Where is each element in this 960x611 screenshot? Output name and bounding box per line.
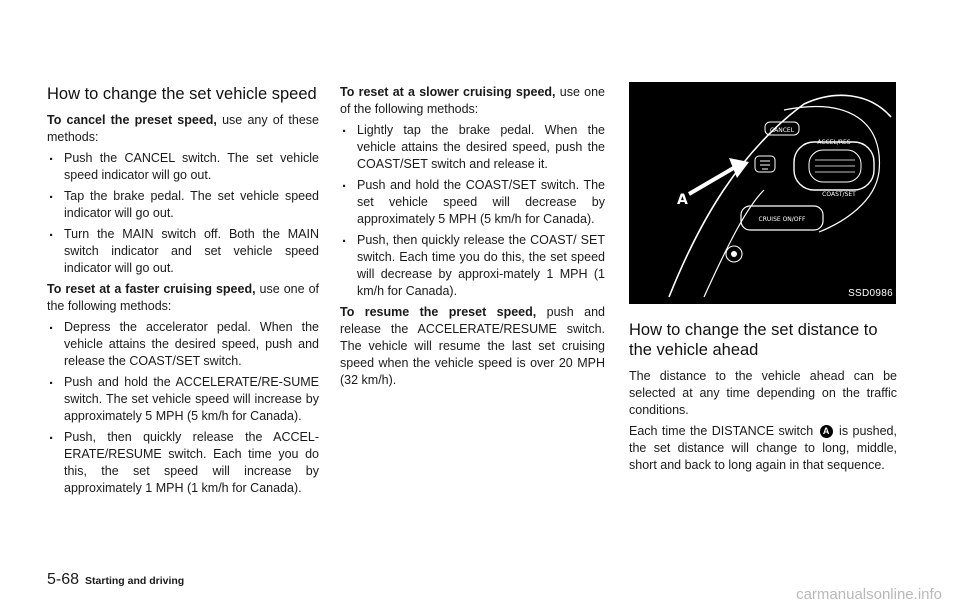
left-column	[47, 84, 319, 501]
faster-list	[47, 319, 319, 497]
section-title-set-speed: How to change the set vehicle speed	[47, 85, 317, 103]
section-name: Starting and driving	[85, 575, 185, 587]
distance-paragraph-1: The distance to the vehicle ahead can be selected at any time depending on the traffic conditions.	[629, 369, 897, 417]
cancel-list	[47, 150, 319, 277]
cancel-label: CANCEL	[769, 127, 795, 134]
section-title-distance: How to change the set distance to the vehicle ahead	[629, 321, 878, 359]
right-column	[629, 82, 897, 478]
list-item: . Depress the accelerator pedal. When the vehicle attains the desired speed, push and release the COAST/SET switch.	[47, 319, 319, 370]
callout-a-marker: A	[820, 425, 833, 438]
steering-switch-figure	[629, 82, 896, 304]
list-item: . Push, then quickly release the COAST/ SET switch. Each time you do this, the set speed will decrease by approxi-mately 1 MPH (1 km/h for Canada).	[340, 232, 605, 300]
list-item: . Turn the MAIN switch off. Both the MAIN switch indicator and set vehicle speed indicator will go out.	[47, 226, 319, 277]
list-item: . Push and hold the COAST/SET switch. The set vehicle speed will decrease by approximately 5 MPH (5 km/h for Canada).	[340, 177, 605, 228]
watermark: carmanualsonline.info	[796, 586, 942, 603]
list-item: . Push the CANCEL switch. The set vehicle speed indicator will go out.	[47, 150, 319, 184]
cruise-label: CRUISE ON/OFF	[758, 216, 806, 223]
callout-a: A	[677, 192, 688, 208]
list-item: . Push and hold the ACCELERATE/RE-SUME switch. The set vehicle speed will increase by approximately 5 MPH (5 km/h for Canada).	[47, 374, 319, 425]
accel-label: ACCEL/RES	[817, 139, 851, 146]
slower-intro: To reset at a slower cruising speed, use one of the following methods:	[340, 85, 605, 116]
middle-column	[340, 84, 605, 393]
list-item: . Lightly tap the brake pedal. When the vehicle attains the desired speed, push the COAST/SET switch and release it.	[340, 122, 605, 173]
list-item: . Push, then quickly release the ACCEL-ERATE/RESUME switch. Each time you do this, the set speed will increase by approximately 1 MPH (1 km/h for Canada).	[47, 429, 319, 497]
figure-code: SSD0986	[848, 288, 893, 299]
slower-list	[340, 122, 605, 300]
faster-intro: To reset at a faster cruising speed, use one of the following methods:	[47, 282, 319, 313]
page-number: 5-68	[47, 571, 80, 588]
list-item: . Tap the brake pedal. The set vehicle speed indicator will go out.	[47, 188, 319, 222]
distance-paragraph-2: Each time the DISTANCE switch A is pushed, the set distance will change to long, middle, short and back to long again in that sequence.	[629, 424, 897, 472]
resume-paragraph: To resume the preset speed, push and release the ACCELERATE/RESUME switch. The vehicle will resume the last set cruising speed when the vehicle speed is over 20 MPH (32 km/h).	[340, 305, 605, 387]
page-footer	[47, 571, 184, 589]
steering-switch-illustration	[629, 82, 896, 304]
cancel-intro: To cancel the preset speed, use any of these methods:	[47, 113, 319, 144]
coast-label: COAST/SET	[822, 191, 856, 198]
